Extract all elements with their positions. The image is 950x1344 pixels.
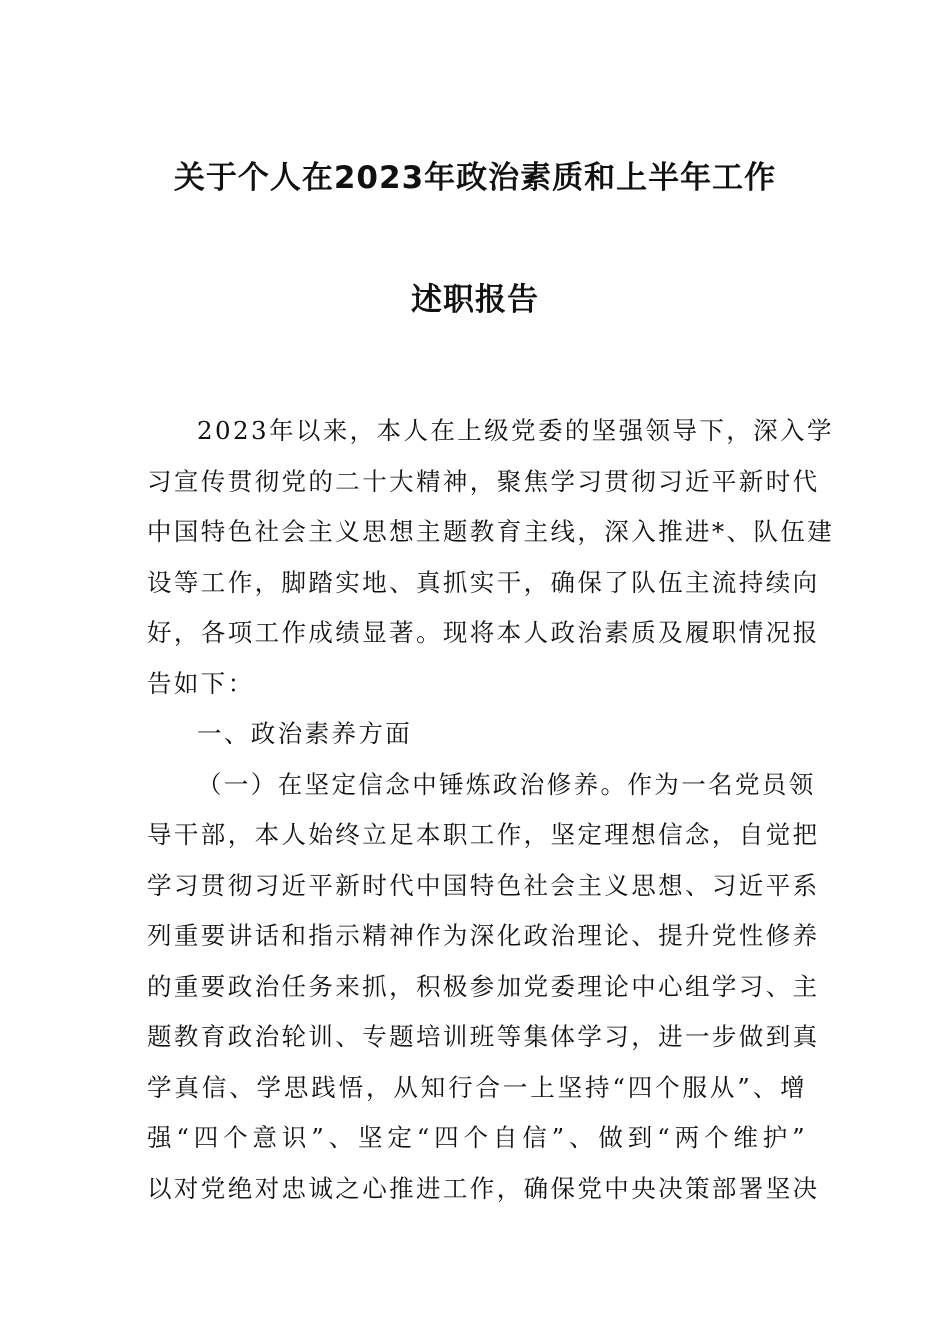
body-line: 题教育政治轮训、专题培训班等集体学习，进一步做到真 <box>147 1022 820 1051</box>
body-line: 强“四个意识”、坚定“四个自信”、做到“两个维护” <box>147 1123 807 1152</box>
body-line: 学真信、学思践悟，从知行合一上坚持“四个服从”、增 <box>147 1072 807 1102</box>
section-heading: 一、政治素养方面 <box>197 719 413 748</box>
body-line: 告如下： <box>147 668 255 698</box>
body-line: 以对党绝对忠诚之心推进工作，确保党中央决策部署坚决 <box>147 1173 820 1203</box>
subsection-heading: （一）在坚定信念中锤炼政治修养。作为一名党员领 <box>197 769 816 799</box>
document-body <box>147 406 835 1214</box>
body-line: 中国特色社会主义思想主题教育主线，深入推进*、队伍建 <box>147 517 835 546</box>
body-line: 学习贯彻习近平新时代中国特色社会主义思想、习近平系 <box>147 870 820 900</box>
body-line: 习宣传贯彻党的二十大精神，聚焦学习贯彻习近平新时代 <box>147 466 820 496</box>
body-line: 设等工作，脚踏实地、真抓实干，确保了队伍主流持续向 <box>147 567 820 597</box>
document-title-line-1: 关于个人在2023年政治素质和上半年工作 <box>173 160 777 196</box>
body-line: 好，各项工作成绩显著。现将本人政治素质及履职情况报 <box>147 618 820 647</box>
body-line: 的重要政治任务来抓，积极参加党委理论中心组学习、主 <box>147 971 820 1001</box>
body-line: 列重要讲话和指示精神作为深化政治理论、提升党性修养 <box>147 921 820 950</box>
body-line: 导干部，本人始终立足本职工作，坚定理想信念，自觉把 <box>147 820 820 849</box>
document-title-line-2: 述职报告 <box>411 282 539 318</box>
body-line: 2023年以来，本人在上级党委的坚强领导下，深入学 <box>197 416 834 445</box>
